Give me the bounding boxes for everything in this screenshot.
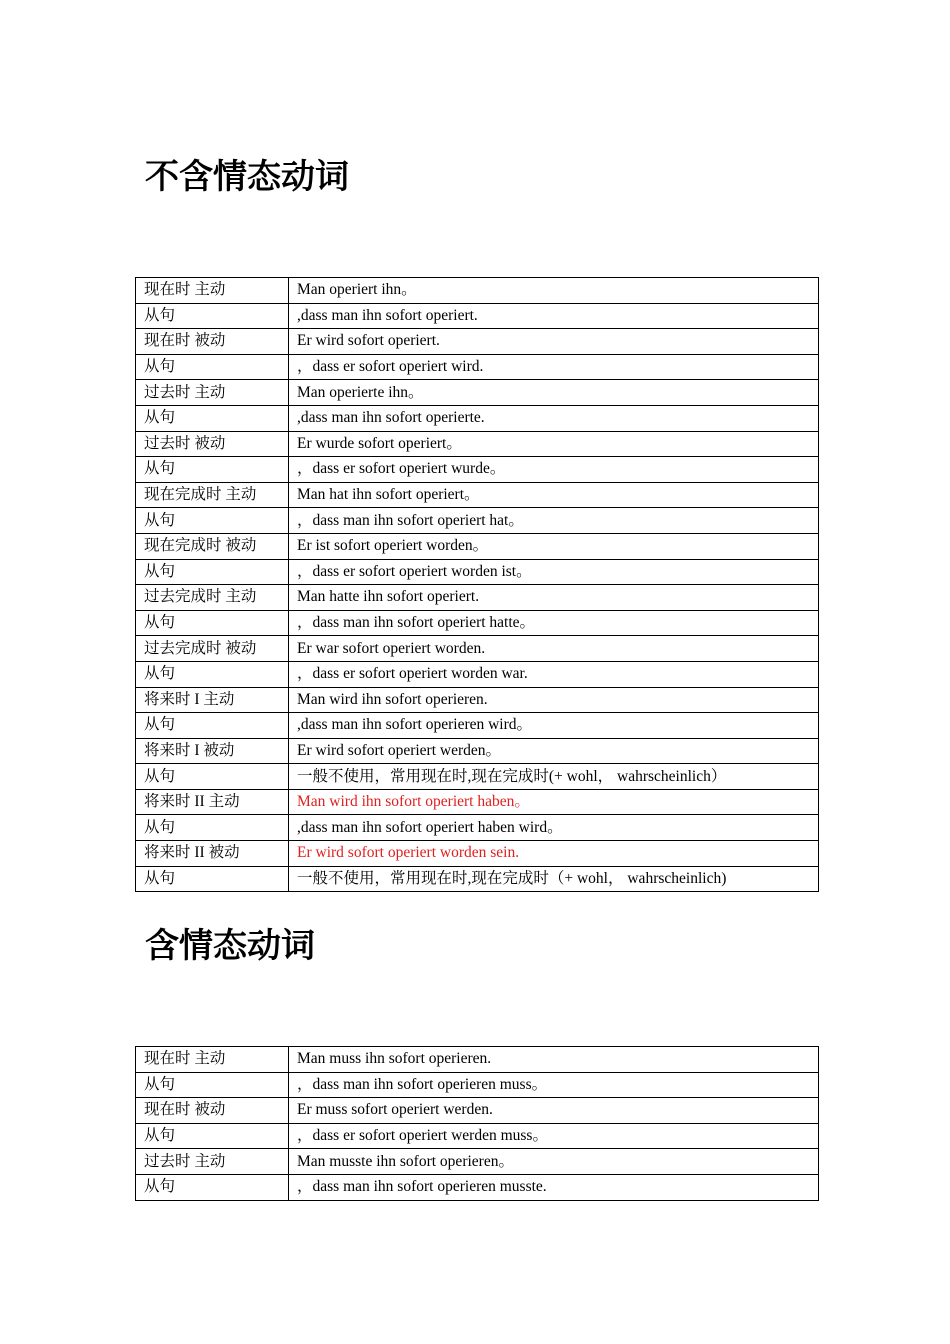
tense-label: 现在时 主动 — [136, 1047, 289, 1073]
section-title-without-modal-verbs: 不含情态动词 — [145, 157, 349, 197]
tense-label: 过去时 主动 — [136, 1149, 289, 1175]
tense-label: 过去完成时 被动 — [136, 636, 289, 662]
tense-label: 从句 — [136, 303, 289, 329]
tense-label: 过去时 主动 — [136, 380, 289, 406]
tense-label: 将来时 II 主动 — [136, 789, 289, 815]
example-sentence: ,dass man ihn sofort operiert. — [289, 303, 819, 329]
tense-label: 从句 — [136, 559, 289, 585]
example-sentence: ，dass man ihn sofort operiert hatte。 — [289, 610, 819, 636]
table-row — [136, 841, 819, 867]
example-sentence: ，dass man ihn sofort operiert hat。 — [289, 508, 819, 534]
table-row — [136, 508, 819, 534]
table-row — [136, 354, 819, 380]
tense-label: 从句 — [136, 610, 289, 636]
table-row — [136, 1047, 819, 1073]
example-sentence: Er wird sofort operiert werden。 — [289, 738, 819, 764]
example-sentence: ，dass man ihn sofort operieren musste. — [289, 1174, 819, 1200]
example-sentence: Er muss sofort operiert werden. — [289, 1098, 819, 1124]
tense-label: 从句 — [136, 764, 289, 790]
tense-label: 从句 — [136, 866, 289, 892]
table-row — [136, 303, 819, 329]
tense-label: 从句 — [136, 354, 289, 380]
table-row — [136, 610, 819, 636]
table-row — [136, 764, 819, 790]
table-row — [136, 431, 819, 457]
table-row — [136, 482, 819, 508]
example-sentence: Er wird sofort operiert. — [289, 329, 819, 355]
tense-label: 从句 — [136, 508, 289, 534]
table-row — [136, 661, 819, 687]
example-sentence: ,dass man ihn sofort operiert haben wird。 — [289, 815, 819, 841]
tense-label: 将来时 II 被动 — [136, 841, 289, 867]
tense-label: 从句 — [136, 713, 289, 739]
table-row — [136, 278, 819, 304]
example-sentence: Man operierte ihn。 — [289, 380, 819, 406]
example-sentence: Man musste ihn sofort operieren。 — [289, 1149, 819, 1175]
example-sentence: Man hatte ihn sofort operiert. — [289, 585, 819, 611]
table-body — [136, 278, 819, 892]
tense-label: 过去时 被动 — [136, 431, 289, 457]
tense-label: 过去完成时 主动 — [136, 585, 289, 611]
table-row — [136, 1123, 819, 1149]
example-sentence: ,dass man ihn sofort operierte. — [289, 405, 819, 431]
section-title-with-modal-verbs: 含情态动词 — [145, 926, 315, 966]
example-sentence: ,dass man ihn sofort operieren wird。 — [289, 713, 819, 739]
table-row — [136, 738, 819, 764]
example-sentence: ，dass er sofort operiert wurde。 — [289, 457, 819, 483]
example-sentence: ，dass er sofort operiert werden muss。 — [289, 1123, 819, 1149]
table-row — [136, 329, 819, 355]
example-sentence-highlighted: Man wird ihn sofort operiert haben。 — [289, 789, 819, 815]
example-sentence: 一般不使用，常用现在时,现在完成时（+ wohl， wahrscheinlich) — [289, 866, 819, 892]
table-row — [136, 405, 819, 431]
table-row — [136, 457, 819, 483]
example-sentence: Er wurde sofort operiert。 — [289, 431, 819, 457]
example-sentence: Er war sofort operiert worden. — [289, 636, 819, 662]
tense-label: 现在时 被动 — [136, 1098, 289, 1124]
example-sentence: Man muss ihn sofort operieren. — [289, 1047, 819, 1073]
tense-label: 现在时 被动 — [136, 329, 289, 355]
tense-label: 现在完成时 主动 — [136, 482, 289, 508]
tense-label: 现在完成时 被动 — [136, 533, 289, 559]
example-sentence-highlighted: Er wird sofort operiert worden sein. — [289, 841, 819, 867]
tense-label: 从句 — [136, 405, 289, 431]
table-row — [136, 533, 819, 559]
table-row — [136, 636, 819, 662]
example-sentence: Man hat ihn sofort operiert。 — [289, 482, 819, 508]
tense-label: 从句 — [136, 815, 289, 841]
example-sentence: ，dass er sofort operiert worden ist。 — [289, 559, 819, 585]
table-row — [136, 789, 819, 815]
example-sentence: ，dass er sofort operiert wird. — [289, 354, 819, 380]
tense-label: 将来时 I 主动 — [136, 687, 289, 713]
table-row — [136, 1174, 819, 1200]
example-sentence: Man operiert ihn。 — [289, 278, 819, 304]
table-body — [136, 1047, 819, 1201]
tense-label: 从句 — [136, 1174, 289, 1200]
table-row — [136, 815, 819, 841]
table-row — [136, 380, 819, 406]
example-sentence: Man wird ihn sofort operieren. — [289, 687, 819, 713]
example-sentence: Er ist sofort operiert worden。 — [289, 533, 819, 559]
tense-label: 从句 — [136, 1123, 289, 1149]
table-row — [136, 687, 819, 713]
table-row — [136, 1149, 819, 1175]
tense-label: 从句 — [136, 661, 289, 687]
example-sentence: 一般不使用，常用现在时,现在完成时(+ wohl， wahrscheinlich） — [289, 764, 819, 790]
table-row — [136, 713, 819, 739]
example-sentence: ，dass man ihn sofort operieren muss。 — [289, 1072, 819, 1098]
tense-label: 从句 — [136, 1072, 289, 1098]
table-row — [136, 585, 819, 611]
table-row — [136, 1072, 819, 1098]
table-row — [136, 1098, 819, 1124]
example-sentence: ，dass er sofort operiert worden war. — [289, 661, 819, 687]
conjugation-table-with-modal-verbs — [135, 1046, 819, 1201]
tense-label: 从句 — [136, 457, 289, 483]
conjugation-table-without-modal-verbs — [135, 277, 819, 892]
tense-label: 将来时 I 被动 — [136, 738, 289, 764]
tense-label: 现在时 主动 — [136, 278, 289, 304]
table-row — [136, 866, 819, 892]
table-row — [136, 559, 819, 585]
